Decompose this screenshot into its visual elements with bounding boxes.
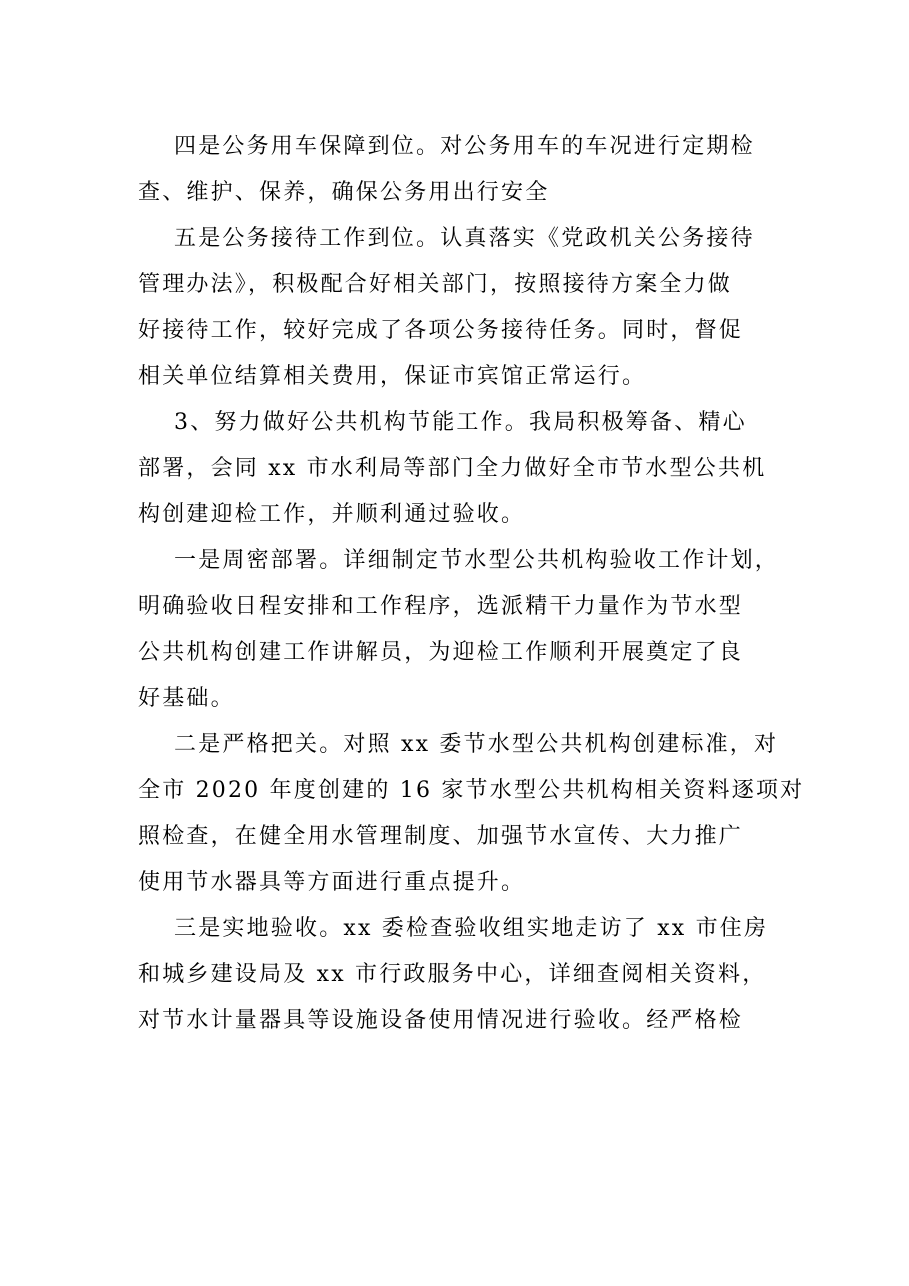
paragraph-line: 使用节水器具等方面进行重点提升。 (138, 870, 526, 895)
paragraph-official-reception (138, 216, 778, 400)
paragraph-line: 三是实地验收。xx 委检查验收组实地走访了 xx 市住房 (174, 916, 769, 941)
paragraph-line: 明确验收日程安排和工作程序，选派精干力量作为节水型 (138, 594, 744, 619)
paragraph-line: 五是公务接待工作到位。认真落实《党政机关公务接待 (174, 226, 755, 251)
paragraph-line: 相关单位结算相关费用，保证市宾馆正常运行。 (138, 364, 647, 389)
paragraph-strict-checks (138, 722, 805, 906)
paragraph-line: 好接待工作，较好完成了各项公务接待任务。同时，督促 (138, 318, 744, 343)
document-body (138, 124, 805, 1044)
paragraph-line: 和城乡建设局及 xx 市行政服务中心，详细查阅相关资料， (138, 962, 767, 987)
paragraph-line: 管理办法》，积极配合好相关部门，按照接待方案全力做 (138, 272, 733, 297)
paragraph-line: 查、维护、保养，确保公务用出行安全 (138, 180, 550, 205)
paragraph-energy-saving (138, 400, 778, 538)
paragraph-line: 一是周密部署。详细制定节水型公共机构验收工作计划， (174, 548, 780, 573)
paragraph-line: 照检查，在健全用水管理制度、加强节水宣传、大力推广 (138, 824, 744, 849)
paragraph-line: 构创建迎检工作，并顺利通过验收。 (138, 502, 526, 527)
paragraph-line: 3、努力做好公共机构节能工作。我局积极筹备、精心 (174, 410, 747, 435)
paragraph-line: 全市 2020 年度创建的 16 家节水型公共机构相关资料逐项对 (138, 778, 805, 803)
paragraph-official-vehicles (138, 124, 778, 216)
paragraph-careful-deployment (138, 538, 778, 722)
paragraph-line: 部署，会同 xx 市水利局等部门全力做好全市节水型公共机 (138, 456, 767, 481)
paragraph-line: 四是公务用车保障到位。对公务用车的车况进行定期检 (174, 134, 755, 159)
paragraph-line: 公共机构创建工作讲解员，为迎检工作顺利开展奠定了良 (138, 640, 744, 665)
paragraph-line: 对节水计量器具等设施设备使用情况进行验收。经严格检 (138, 1008, 744, 1033)
paragraph-line: 好基础。 (138, 686, 235, 711)
paragraph-line: 二是严格把关。对照 xx 委节水型公共机构创建标准，对 (174, 732, 779, 757)
paragraph-field-acceptance (138, 906, 778, 1044)
